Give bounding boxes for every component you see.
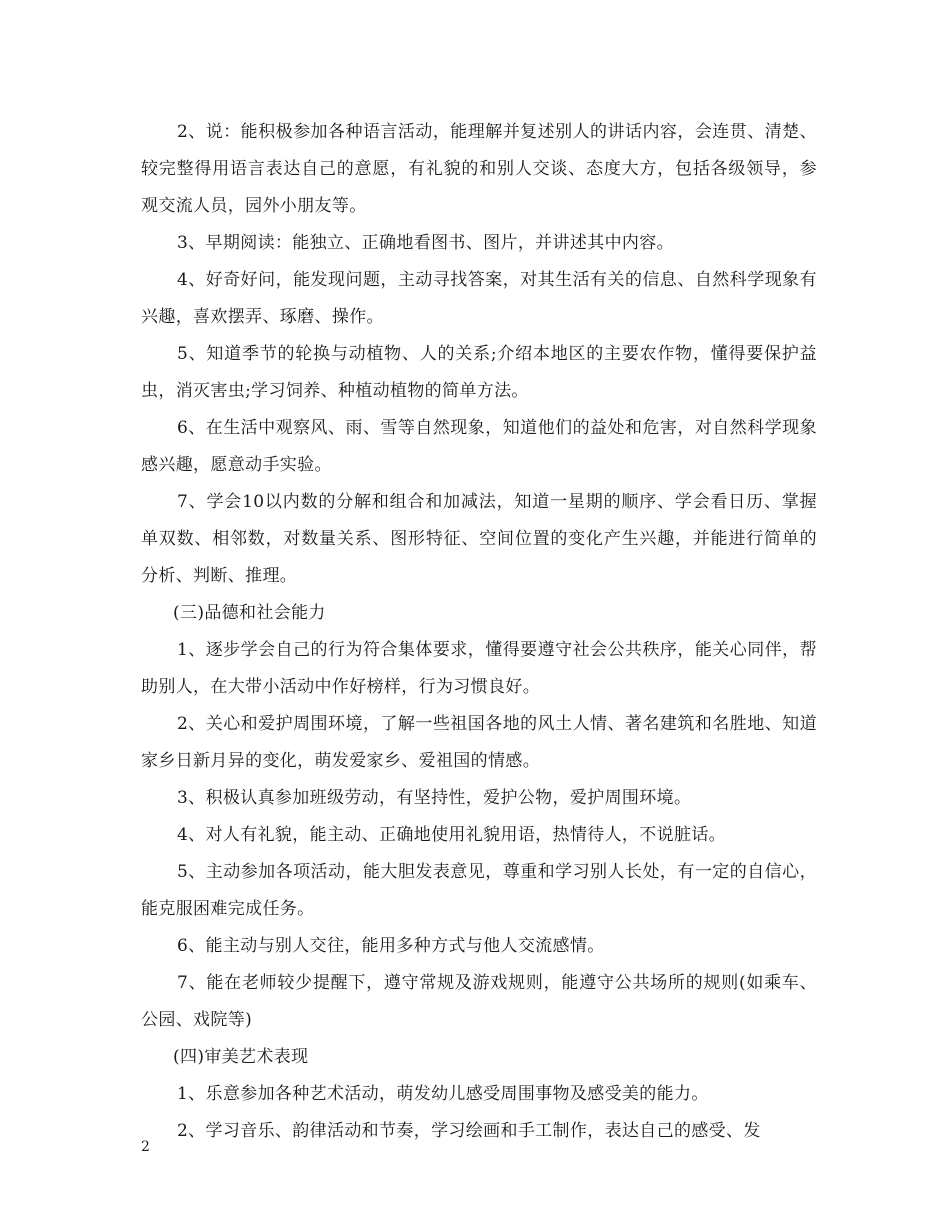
paragraph-collective-rules: 1、逐步学会自己的行为符合集体要求，懂得要遵守社会公共秩序，能关心同伴，帮助别人，在大带小活动中作好榜样，行为习惯良好。 bbox=[141, 640, 817, 697]
document-body bbox=[141, 114, 817, 1150]
paragraph-communication: 6、能主动与别人交往，能用多种方式与他人交流感情。 bbox=[177, 936, 605, 956]
paragraph-politeness: 4、对人有礼貌，能主动、正确地使用礼貌用语，热情待人，不说脏话。 bbox=[177, 825, 727, 845]
paragraph-art-activities: 1、乐意参加各种艺术活动，萌发幼儿感受周围事物及感受美的能力。 bbox=[177, 1084, 709, 1104]
paragraph-public-rules: 7、能在老师较少提醒下，遵守常规及游戏规则，能遵守公共场所的规则(如乘车、公园、戏院等) bbox=[141, 973, 817, 1030]
paragraph-seasons: 5、知道季节的轮换与动植物、人的关系;介绍本地区的主要农作物，懂得要保护益虫，消灭害虫;学习饲养、种植动植物的简单方法。 bbox=[141, 344, 817, 401]
paragraph-class-labor: 3、积极认真参加班级劳动，有坚持性，爱护公物，爱护周围环境。 bbox=[177, 788, 692, 808]
paragraph-activities-confidence: 5、主动参加各项活动，能大胆发表意见，尊重和学习别人长处，有一定的自信心，能克服困难完成任务。 bbox=[141, 862, 817, 919]
paragraph-natural-phenomena: 6、在生活中观察风、雨、雪等自然现象，知道他们的益处和危害，对自然科学现象感兴趣，愿意动手实验。 bbox=[141, 418, 817, 475]
paragraph-early-reading: 3、早期阅读：能独立、正确地看图书、图片，并讲述其中内容。 bbox=[177, 233, 674, 253]
paragraph-music-drawing: 2、学习音乐、韵律活动和节奏，学习绘画和手工制作，表达自己的感受、发 bbox=[177, 1121, 761, 1141]
section-heading-aesthetic-art: (四)审美艺术表现 bbox=[173, 1047, 309, 1067]
page-number: 2 bbox=[141, 1139, 150, 1155]
paragraph-curiosity: 4、好奇好问，能发现问题，主动寻找答案，对其生活有关的信息、自然科学现象有兴趣，喜欢摆弄、琢磨、操作。 bbox=[141, 270, 817, 327]
paragraph-speaking: 2、说：能积极参加各种语言活动，能理解并复述别人的讲话内容，会连贯、清楚、较完整得用语言表达自己的意愿，有礼貌的和别人交谈、态度大方，包括各级领导，参观交流人员，园外小朋友等。 bbox=[141, 122, 817, 216]
paragraph-environment-care: 2、关心和爱护周围环境，了解一些祖国各地的风土人情、著名建筑和名胜地、知道家乡日新月异的变化，萌发爱家乡、爱祖国的情感。 bbox=[141, 714, 817, 771]
paragraph-math: 7、学会10以内数的分解和组合和加减法，知道一星期的顺序、学会看日历、掌握单双数、相邻数，对数量关系、图形特征、空间位置的变化产生兴趣，并能进行简单的分析、判断、推理。 bbox=[141, 492, 817, 586]
section-heading-moral-social: (三)品德和社会能力 bbox=[173, 603, 326, 623]
